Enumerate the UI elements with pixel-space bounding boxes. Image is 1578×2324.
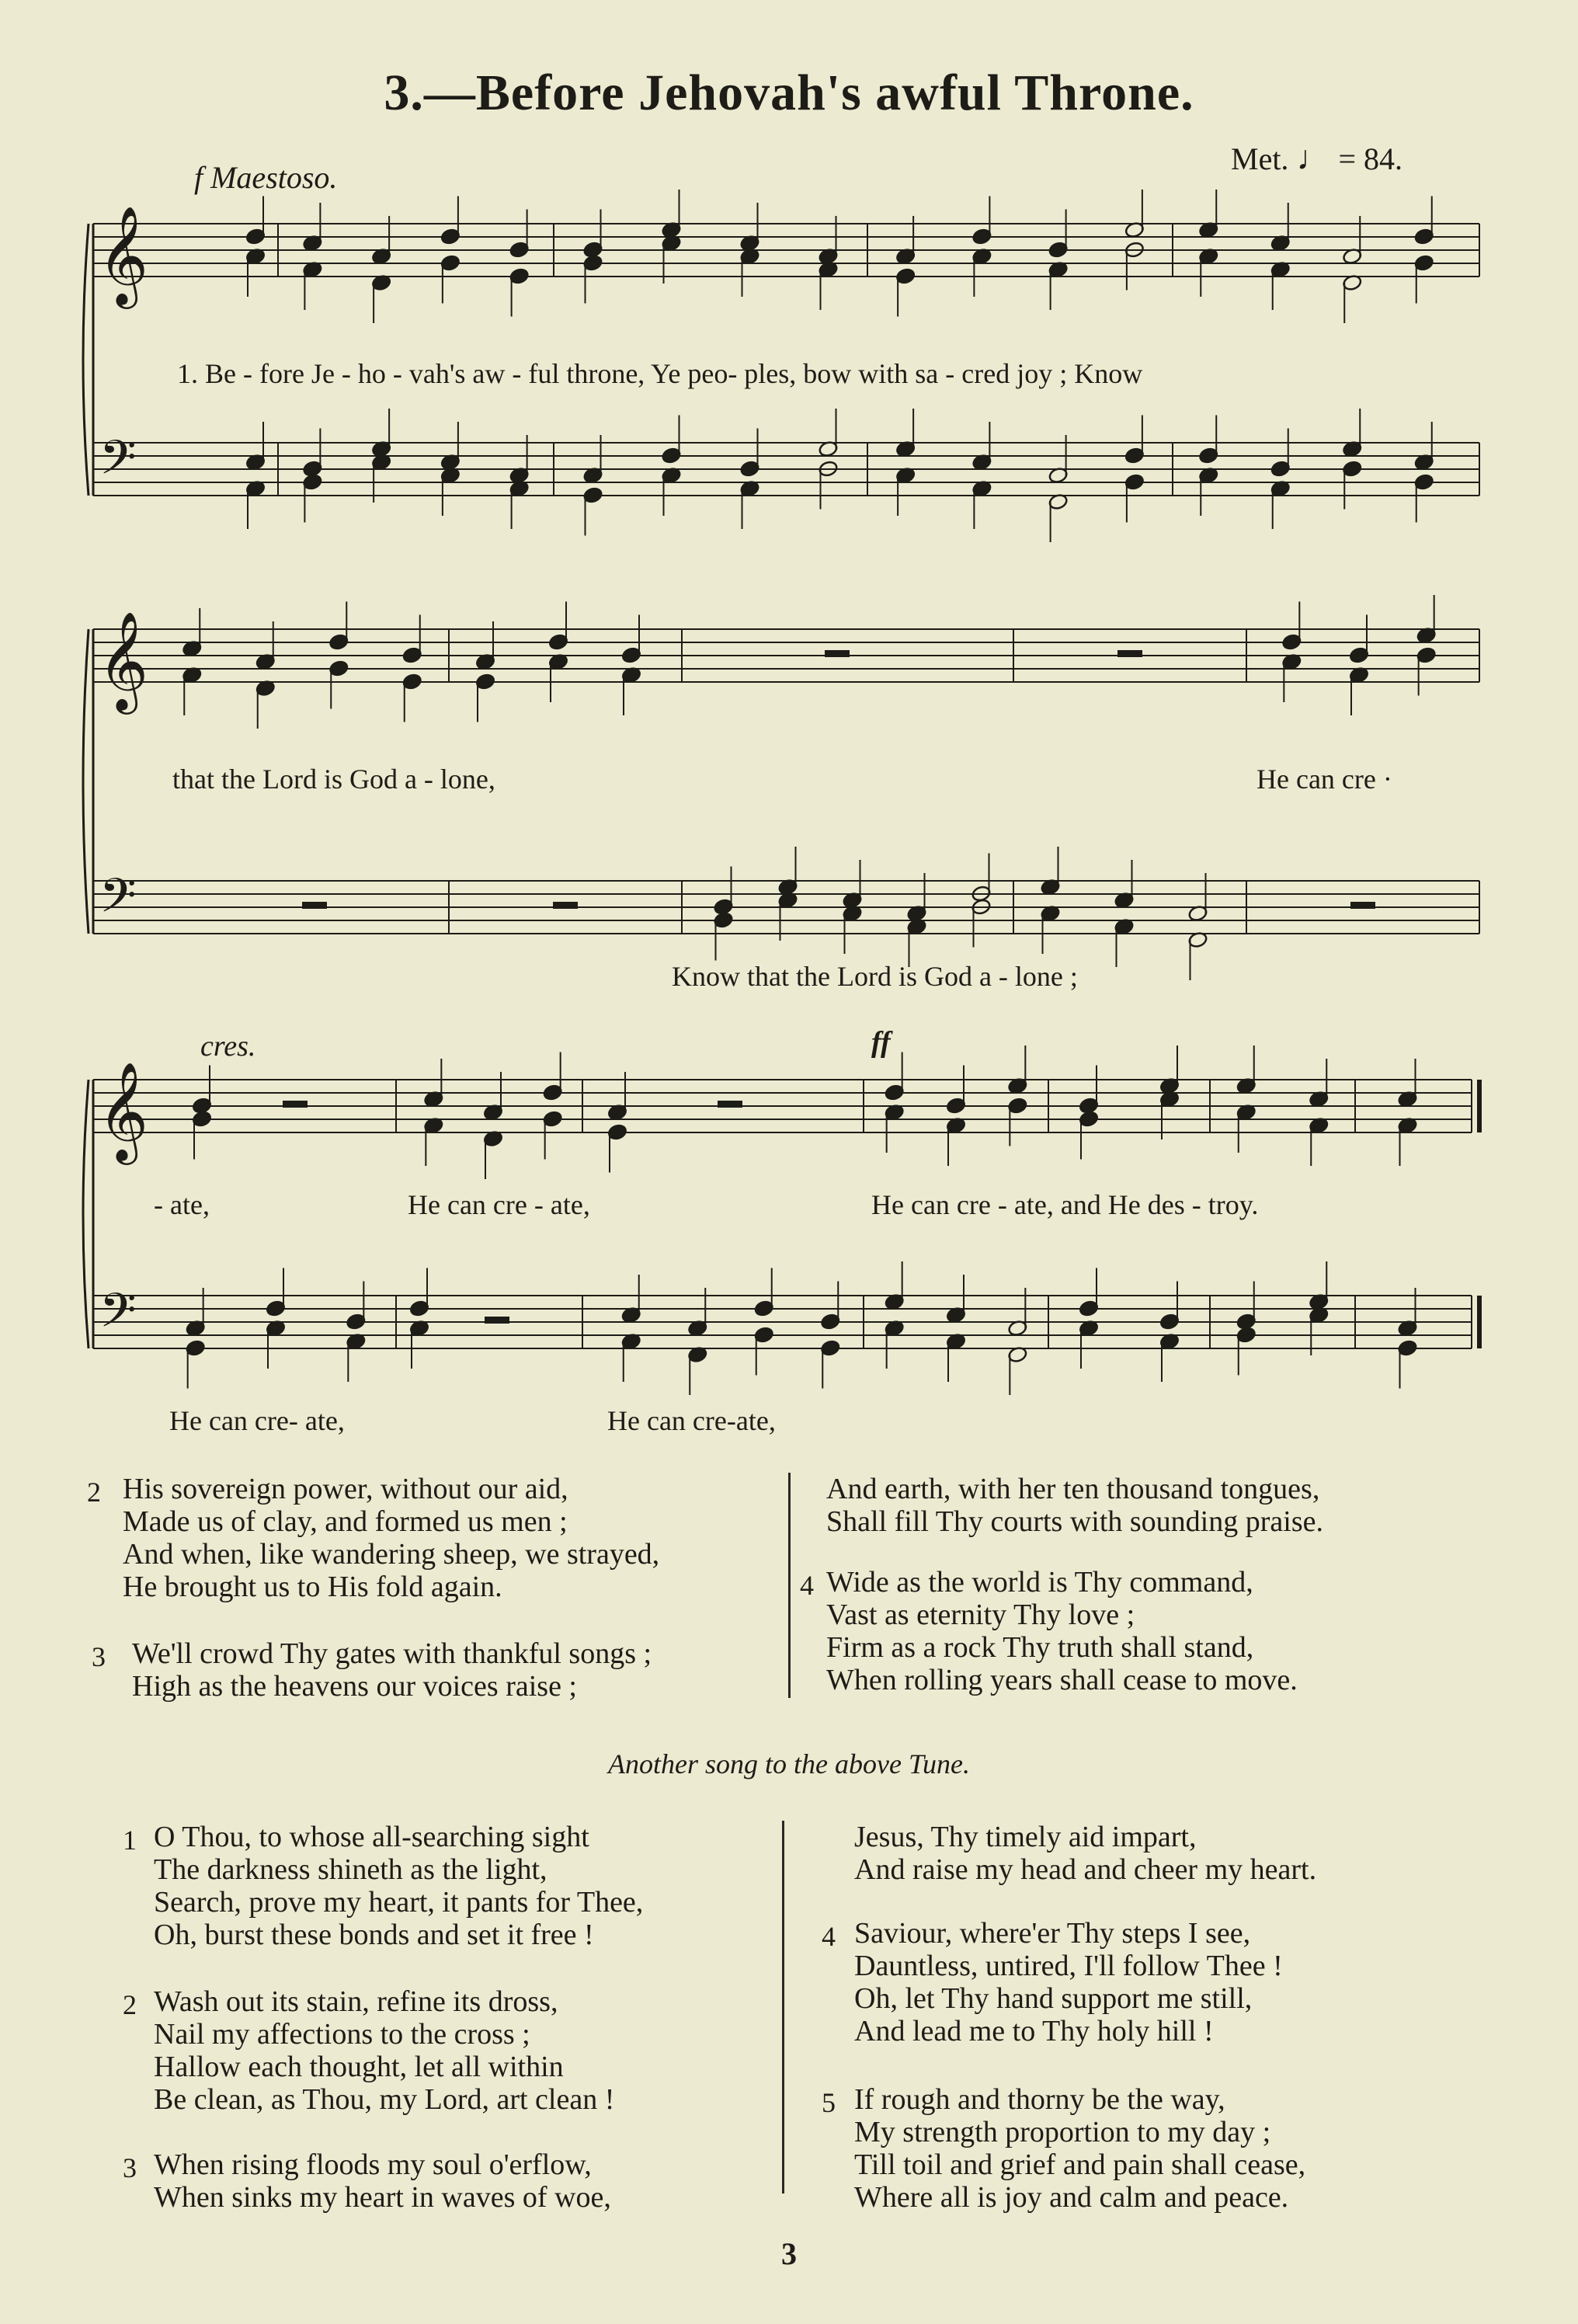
bass-rest	[1350, 902, 1375, 909]
hymn-title: 3.—Before Jehovah's awful Throne.	[384, 64, 1194, 121]
metronome-value: = 84.	[1338, 141, 1402, 176]
system3-bass-lyrics-b: He can cre-ate,	[607, 1405, 776, 1436]
treble-rest	[825, 650, 850, 657]
verse-number: 2	[87, 1477, 101, 1508]
treble-rest	[1117, 650, 1142, 657]
bass-clef-icon: 𝄢	[99, 1283, 137, 1350]
verse-2: His sovereign power, without our aid, Made us of clay, and formed us men ; And when, like wandering sheep, we strayed, He brought us to His fold again.	[123, 1473, 660, 1603]
bass-rest	[485, 1317, 509, 1324]
system2-bass-lyrics: Know that the Lord is God a - lone ;	[672, 961, 1078, 992]
column-divider	[788, 1473, 791, 1698]
verse-number: 5	[822, 2087, 836, 2118]
system3-lyrics-b: He can cre - ate,	[408, 1189, 590, 1220]
tempo-marking: f Maestoso.	[194, 160, 338, 195]
system3-lyrics-a: - ate,	[154, 1189, 210, 1220]
treble-clef-icon: 𝄞	[98, 205, 149, 304]
treble-clef-icon: 𝄞	[98, 611, 149, 710]
treble-rest	[283, 1101, 308, 1108]
quarter-note-icon: ♩	[1296, 139, 1331, 177]
system3-lyrics-c: He can cre - ate, and He des - troy.	[871, 1189, 1259, 1220]
song2-verse-2: Wash out its stain, refine its dross, Nail my affections to the cross ; Hallow each thought, let all within Be clean, as Thou, my Lord, art clean !	[154, 1985, 615, 2116]
treble-rest	[718, 1101, 742, 1108]
ff-marking: ff	[871, 1026, 891, 1059]
song2-verse-3: When rising floods my soul o'erflow, When sinks my heart in waves of woe,	[154, 2148, 611, 2214]
bass-clef-icon: 𝄢	[99, 430, 137, 497]
another-song-heading: Another song to the above Tune.	[608, 1748, 970, 1780]
song2-verse-5: If rough and thorny be the way, My strength proportion to my day ; Till toil and grief and pain shall cease, Where all is joy and calm and peace.	[854, 2083, 1306, 2214]
verse-number: 3	[92, 1641, 106, 1672]
song2-verse-1: O Thou, to whose all-searching sight The darkness shineth as the light, Search, prove my heart, it pants for Thee, Oh, burst these bonds and set it free !	[154, 1821, 644, 1951]
verse-4: Wide as the world is Thy command, Vast as eternity Thy love ; Firm as a rock Thy truth shall stand, When rolling years shall cease to move.	[826, 1566, 1298, 1696]
system-brace	[83, 224, 89, 496]
verse-3-continued: And earth, with her ten thousand tongues, Shall fill Thy courts with sounding praise.	[826, 1473, 1323, 1538]
column-divider	[782, 1821, 784, 2194]
verse-3: We'll crowd Thy gates with thankful songs ; High as the heavens our voices raise ;	[132, 1637, 652, 1703]
verse-number: 3	[123, 2152, 137, 2183]
cres-marking: cres.	[200, 1030, 256, 1063]
metronome-prefix: Met.	[1231, 141, 1289, 176]
verse-number: 2	[123, 1989, 137, 2020]
system-brace	[83, 1080, 89, 1348]
page-number: 3	[781, 2236, 797, 2271]
system1-lyrics: 1. Be - fore Je - ho - vah's aw - ful throne, Ye peo- ples, bow with sa - cred joy ; Know	[177, 358, 1143, 389]
system2-lyrics-a: that the Lord is God a - lone,	[172, 764, 495, 795]
system-brace	[83, 629, 89, 934]
bass-rest	[553, 902, 578, 909]
song2-verse-4: Saviour, where'er Thy steps I see, Dauntless, untired, I'll follow Thee ! Oh, let Thy hand support me still, And lead me to Thy holy hill !	[854, 1917, 1283, 2047]
verse-number: 4	[800, 1570, 814, 1601]
system2-lyrics-b: He can cre ·	[1256, 764, 1392, 795]
treble-clef-icon: 𝄞	[98, 1061, 149, 1160]
system3-bass-lyrics-a: He can cre- ate,	[169, 1405, 345, 1436]
bass-rest	[302, 902, 327, 909]
verse-number: 1	[123, 1825, 137, 1856]
song2-verse-3-continued: Jesus, Thy timely aid impart, And raise my head and cheer my heart.	[854, 1821, 1317, 1886]
bass-clef-icon: 𝄢	[99, 868, 137, 935]
verse-number: 4	[822, 1921, 836, 1952]
